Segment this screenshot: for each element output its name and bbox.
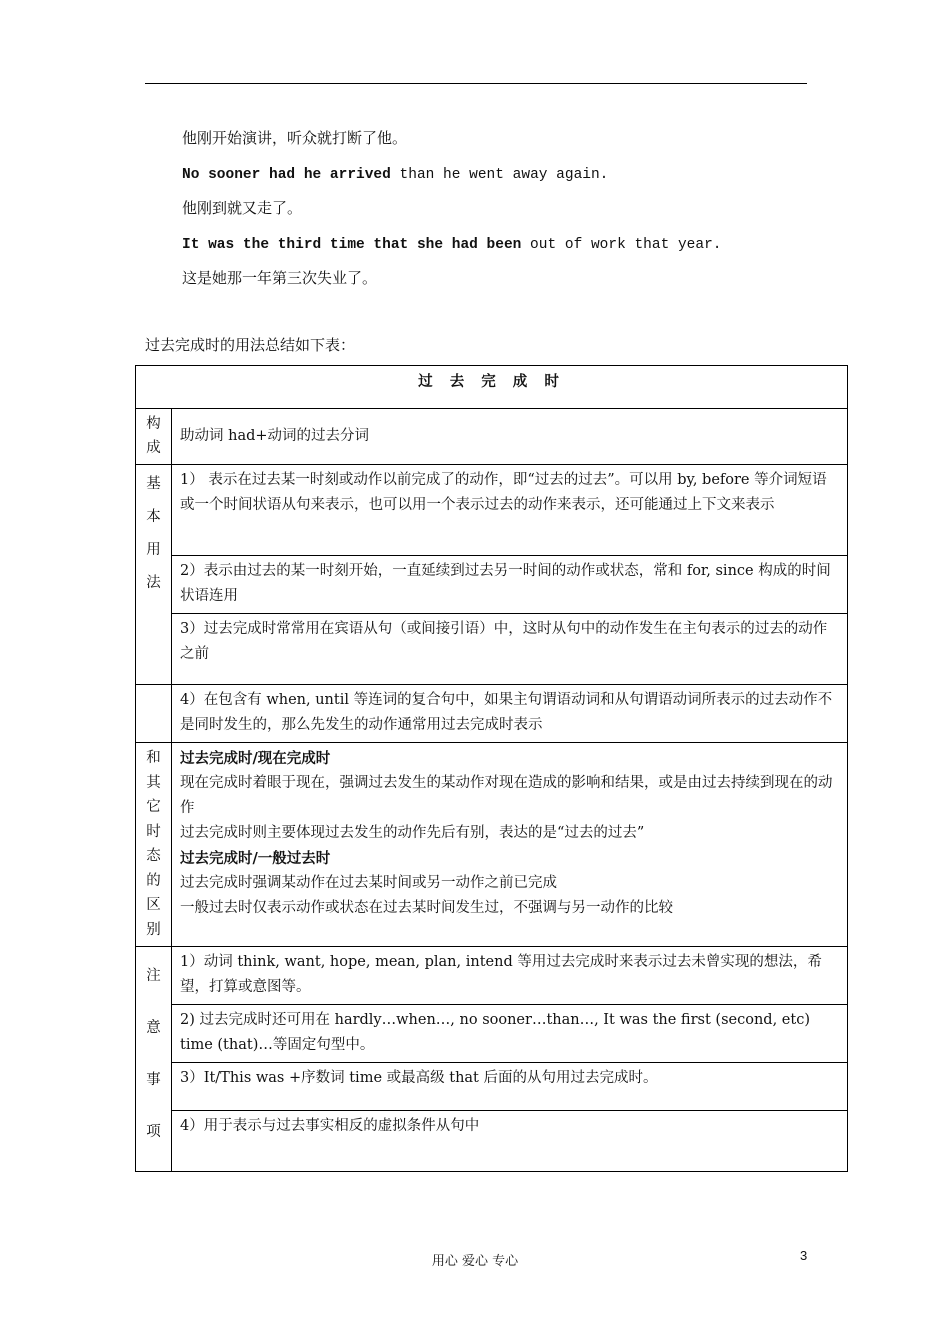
difference-label: 和其它时态的区别 <box>136 743 172 947</box>
example-line-1: 他刚开始演讲，听众就打断了他。 <box>182 129 408 147</box>
notes-item-4: 4）用于表示与过去事实相反的虚拟条件从句中 <box>172 1111 848 1172</box>
notes-label: 注意事项 <box>136 947 172 1172</box>
example-line-3: 他刚到就又走了。 <box>182 199 303 217</box>
basic-usage-item-4: 4）在包含有 when, until 等连词的复合句中，如果主句谓语动词和从句谓语动词所表示的过去动作不是同时发生的，那么先发生的动作通常用过去完成时表示 <box>172 685 848 743</box>
example-line-4-bold: It was the third time that she had been <box>182 237 522 253</box>
notes-item-3: 3）It/This was +序数词 time 或最高级 that 后面的从句用过去完成时。 <box>172 1063 848 1111</box>
difference-text-2a: 过去完成时强调某动作在过去某时间或另一动作之前已完成 <box>180 875 557 891</box>
difference-text-2b: 一般过去时仅表示动作或状态在过去某时间发生过，不强调与另一动作的比较 <box>180 900 673 916</box>
basic-usage-item-1: 1） 表示在过去某一时刻或动作以前完成了的动作，即“过去的过去”。可以用 by, before 等介词短语或一个时间状语从句来表示，也可以用一个表示过去的动作来表示，还可能通过上下文来表示 <box>172 465 848 556</box>
notes-item-1: 1）动词 think, want, hope, mean, plan, intend 等用过去完成时来表示过去未曾实现的想法，希望，打算或意图等。 <box>172 947 848 1005</box>
example-line-2-rest: than he went away again. <box>390 167 609 183</box>
table-title: 过 去 完 成 时 <box>136 366 848 409</box>
difference-heading-2: 过去完成时/一般过去时 <box>180 850 331 867</box>
example-line-4 <box>182 235 722 255</box>
example-line-5: 这是她那一年第三次失业了。 <box>182 269 378 287</box>
difference-text-1a: 现在完成时着眼于现在，强调过去发生的某动作对现在造成的影响和结果，或是由过去持续到现在的动作 <box>180 775 833 816</box>
difference-text-1b: 过去完成时则主要体现过去发生的动作先后有别，表达的是“过去的过去” <box>180 825 645 841</box>
construction-label: 构成 <box>136 409 172 465</box>
example-line-2-bold: No sooner had he arrived <box>182 167 391 183</box>
notes-item-2: 2) 过去完成时还可用在 hardly…when…, no sooner…than…, It was the first (second, etc) time (that)…等固定句型中。 <box>172 1005 848 1063</box>
construction-text: 助动词 had+动词的过去分词 <box>172 409 848 465</box>
example-line-4-rest: out of work that year. <box>521 237 722 253</box>
difference-heading-1: 过去完成时/现在完成时 <box>180 750 331 767</box>
past-perfect-table <box>135 365 848 1172</box>
header-rule <box>145 83 807 84</box>
basic-usage-label: 基本用法 <box>136 465 172 685</box>
difference-content <box>172 743 848 947</box>
example-line-2 <box>182 165 608 185</box>
basic-usage-item-2: 2）表示由过去的某一时刻开始，一直延续到过去另一时间的动作或状态，常和 for, since 构成的时间状语连用 <box>172 556 848 614</box>
page-footer: 用心 爱心 专心 <box>431 1254 519 1269</box>
table-intro: 过去完成时的用法总结如下表： <box>145 336 356 354</box>
page-number: 3 <box>800 1248 808 1263</box>
basic-usage-item-3: 3）过去完成时常常用在宾语从句（或间接引语）中，这时从句中的动作发生在主句表示的过去的动作之前 <box>172 614 848 685</box>
blank-side-cell <box>136 685 172 743</box>
